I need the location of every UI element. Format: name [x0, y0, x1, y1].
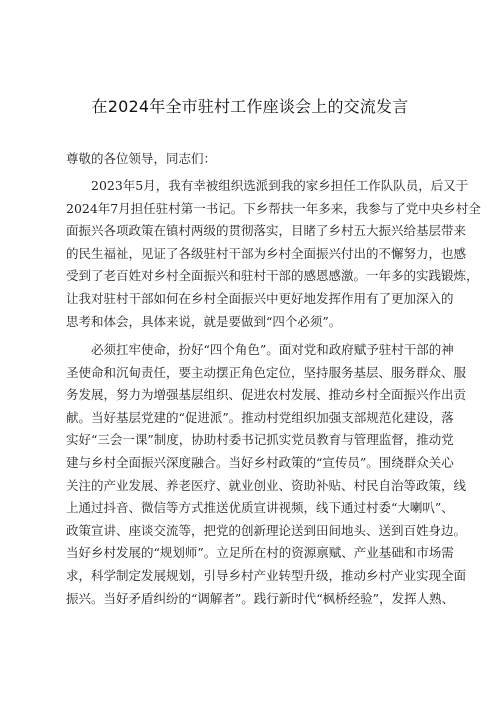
paragraph-line: 2023年5月，我有幸被组织选派到我的家乡担任工作队队员，后又于 — [91, 178, 469, 193]
paragraph-1 — [66, 175, 481, 333]
paragraph-2 — [66, 339, 467, 610]
paragraph-line: 务发展，努力为增强基层组织、促进农村发展、推动乡村全面振兴作出贡 — [66, 387, 467, 403]
document-title: 在2024年全市驻村工作座谈会上的交流发言 — [91, 97, 409, 116]
paragraph-line: 让我对驻村干部如何在乡村全面振兴中更好地发挥作用有了更加深入的 — [66, 290, 454, 306]
paragraph-line: 上通过抖音、微信等方式推送优质宣讲视频，线下通过村委“大喇叭”、 — [66, 500, 454, 516]
paragraph-line: 实好“三会一课”制度，协助村委书记抓实党员教育与管理监督，推动党 — [66, 432, 454, 448]
paragraph-line: 面振兴各项政策在镇村两级的贯彻落实，目睹了乡村五大振兴给基层带来 — [66, 223, 467, 239]
paragraph-line: 2024年7月担任驻村第一书记。下乡帮扶一年多来，我参与了党中央乡村全 — [66, 200, 481, 216]
paragraph-line: 建与乡村全面振兴深度融合。当好乡村政策的“宣传员”。围绕群众关心 — [66, 454, 454, 470]
paragraph-line: 圣使命和沉甸责任，要主动摆正角色定位，坚持服务基层、服务群众、服 — [66, 364, 467, 380]
paragraph-line: 振兴。当好矛盾纠纷的“调解者”。践行新时代“枫桥经验”，发挥人熟、 — [66, 590, 455, 606]
paragraph-line: 思考和体会，具体来说，就是要做到“四个必须”。 — [66, 313, 342, 329]
paragraph-line: 的民生福祉，见证了各级驻村干部为乡村全面振兴付出的不懈努力，也感 — [66, 245, 467, 261]
paragraph-line: 求，科学制定发展规划，引导乡村产业转型升级，推动乡村产业实现全面 — [66, 567, 467, 583]
paragraph-line: 关注的产业发展、养老医疗、就业创业、资助补贴、村民自治等政策，线 — [66, 477, 467, 493]
salutation: 尊敬的各位领导，同志们： — [66, 151, 217, 166]
paragraph-line: 当好乡村发展的“规划师”。立足所在村的资源禀赋、产业基础和市场需 — [66, 545, 454, 561]
paragraph-line: 受到了老百姓对乡村全面振兴和驻村干部的感恩感激。一年多的实践锻炼， — [66, 268, 479, 284]
paragraph-line: 必须扛牢使命，扮好“四个角色”。面对党和政府赋予驻村干部的神 — [91, 342, 454, 357]
paragraph-line: 政策宣讲、座谈交流等，把党的创新理论送到田间地头、送到百姓身边。 — [66, 522, 467, 538]
paragraph-line: 献。当好基层党建的“促进派”。推动村党组织加强支部规范化建设，落 — [66, 409, 454, 425]
